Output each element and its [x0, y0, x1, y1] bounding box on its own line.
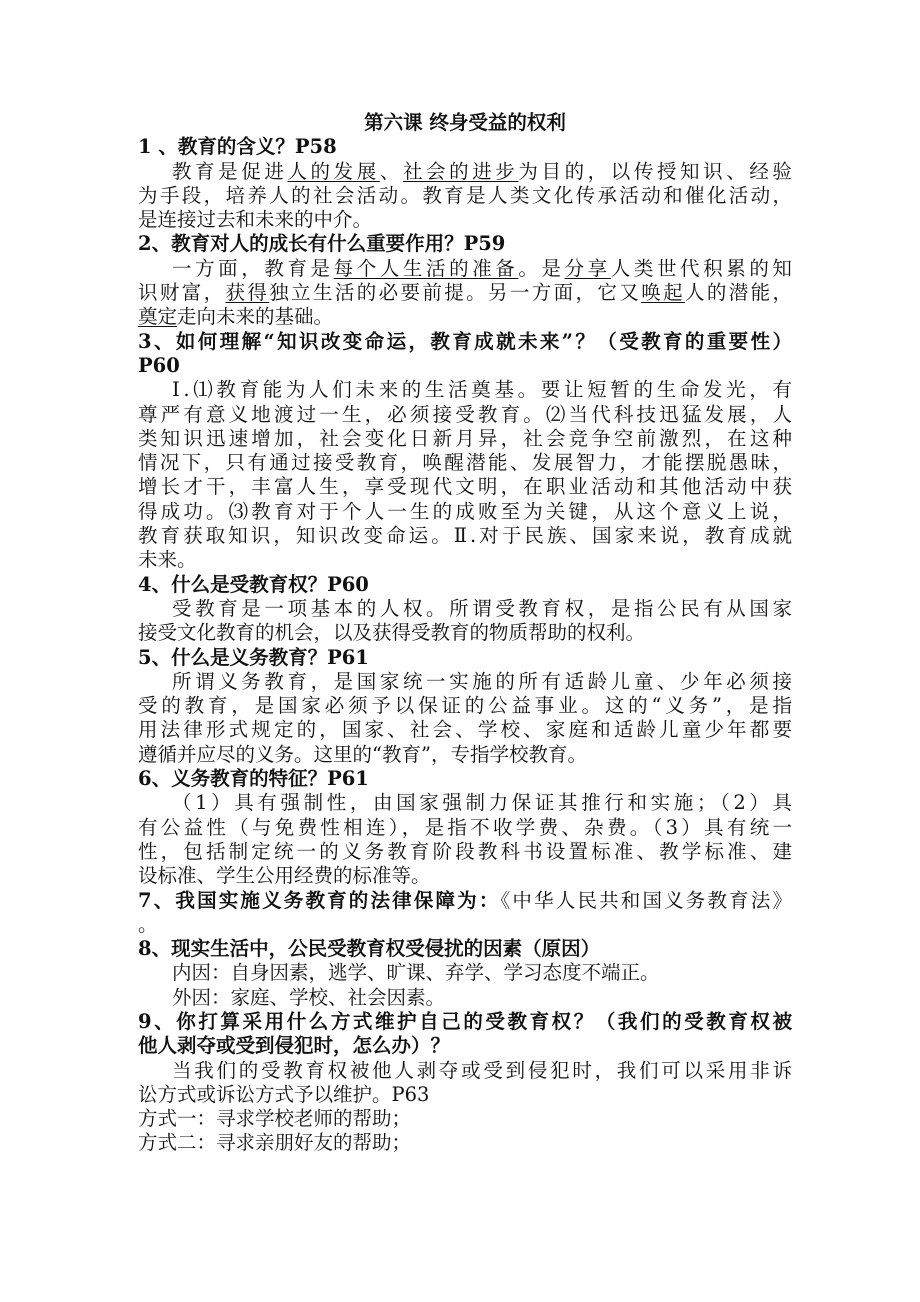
- question-heading-line: [138, 1034, 792, 1058]
- text-line: [138, 816, 792, 840]
- question-heading-line: [138, 889, 792, 913]
- text-segment: 有公益性（与免费性相连），是指不收学费、杂费。（3）具有统一: [138, 815, 792, 839]
- question-heading-line: [138, 1010, 792, 1034]
- text-segment: 设标准、学生公用经费的标准等。: [138, 864, 431, 888]
- underlined-text: 每个人生活的准备: [333, 256, 519, 280]
- text-line: [138, 791, 792, 815]
- text-segment: 2、教育对人的成长有什么重要作用？P59: [138, 232, 506, 256]
- text-line: [138, 840, 792, 864]
- text-line: [138, 500, 792, 524]
- text-segment: 1 、教育的含义？P58: [138, 135, 337, 159]
- text-line: [138, 864, 792, 888]
- underlined-text: 人的发展: [287, 159, 380, 183]
- document-page: [138, 111, 792, 1156]
- text-segment: （1）具有强制性，由国家强制力保证其推行和实施；（2）具: [172, 791, 792, 815]
- question-heading-line: [138, 232, 792, 256]
- text-segment: 。是: [518, 256, 565, 280]
- text-line: [138, 621, 792, 645]
- text-segment: 6、义务教育的特征？P61: [138, 767, 369, 791]
- text-segment: 3、如何理解“知识改变命运，教育成就未来”？（受教育的重要性）: [138, 329, 792, 353]
- text-line: [138, 475, 792, 499]
- question-heading-line: [138, 330, 792, 354]
- text-line: [138, 378, 792, 402]
- text-segment: 8、现实生活中，公民受教育权受侵扰的因素（原因）: [138, 937, 601, 961]
- text-segment: 情况下，只有通过接受教育，唤醒潜能、发展智力，才能摆脱愚昧，: [138, 451, 792, 475]
- text-line: [138, 403, 792, 427]
- text-segment: 增长才干，丰富人生，享受现代文明，在职业活动和其他活动中获: [138, 475, 792, 499]
- question-heading-line: [138, 354, 792, 378]
- text-segment: P60: [138, 353, 180, 377]
- text-line: [138, 548, 792, 572]
- text-line: [138, 718, 792, 742]
- text-segment: 用法律形式规定的，国家、社会、学校、家庭和适龄儿童少年都要: [138, 718, 792, 742]
- law-title: 《中华人民共和国义务教育法》: [500, 888, 792, 912]
- text-segment: 方式一：寻求学校老师的帮助；: [138, 1107, 412, 1131]
- text-segment: 遵循并应尽的义务。这里的“教育”，专指学校教育。: [138, 742, 587, 766]
- text-line: [138, 961, 792, 985]
- text-segment: 4、什么是受教育权？P60: [138, 572, 369, 596]
- text-segment: 性，包括制定统一的义务教育阶段教科书设置标准、教学标准、建: [138, 839, 792, 863]
- text-segment: 教育获取知识，知识改变命运。Ⅱ.对于民族、国家来说，教育成就: [138, 524, 792, 548]
- question-heading-line: [138, 937, 792, 961]
- text-line: [138, 427, 792, 451]
- text-line: [138, 597, 792, 621]
- text-segment: 所谓义务教育，是国家统一实施的所有适龄儿童、少年必须接: [172, 669, 792, 693]
- text-line: [138, 1107, 792, 1131]
- text-line: [138, 913, 792, 937]
- text-line: [138, 1083, 792, 1107]
- text-segment: 方式二：寻求亲朋好友的帮助；: [138, 1131, 412, 1155]
- text-line: [138, 160, 792, 184]
- text-line: [138, 1131, 792, 1155]
- text-segment: 5、什么是义务教育？P61: [138, 645, 369, 669]
- text-segment: 一方面，教育是: [172, 256, 334, 280]
- page-title: [138, 111, 792, 135]
- text-segment: 尊严有意义地渡过一生，必须接受教育。⑵当代科技迅猛发展，人: [138, 402, 792, 426]
- text-segment: 外因：家庭、学校、社会因素。: [172, 985, 446, 1009]
- text-line: [138, 257, 792, 281]
- text-line: [138, 524, 792, 548]
- text-line: [138, 1059, 792, 1083]
- text-segment: 识财富，: [138, 281, 226, 305]
- text-segment: 为手段，培养人的社会活动。教育是人类文化传承活动和催化活动，: [138, 183, 792, 207]
- text-segment: 人的潜能，: [684, 281, 792, 305]
- text-segment: 。: [138, 912, 158, 936]
- text-segment: 、: [379, 159, 403, 183]
- text-line: [138, 694, 792, 718]
- text-segment: 人类世代积累的知: [610, 256, 792, 280]
- text-line: [138, 281, 792, 305]
- text-segment: 教育是促进: [172, 159, 288, 183]
- question-heading-line: [138, 573, 792, 597]
- text-line: [138, 670, 792, 694]
- text-segment: 讼方式或诉讼方式予以维护。P63: [138, 1082, 430, 1106]
- text-segment: 走向未来的基础。: [177, 305, 334, 329]
- text-line: [138, 184, 792, 208]
- text-segment: 独立生活的必要前提。另一方面，它又: [269, 281, 642, 305]
- text-segment: 受教育是一项基本的人权。所谓受教育权，是指公民有从国家: [172, 596, 792, 620]
- question-heading-line: [138, 767, 792, 791]
- text-segment: 9、你打算采用什么方式维护自己的受教育权？（我们的受教育权被: [138, 1009, 792, 1033]
- underlined-text: 分享: [564, 256, 611, 280]
- underlined-text: 唤起: [641, 281, 685, 305]
- text-segment: 7、我国实施义务教育的法律保障为：: [138, 888, 501, 912]
- text-line: [138, 451, 792, 475]
- underlined-text: 获得: [225, 281, 270, 305]
- text-segment: 得成功。⑶教育对于个人一生的成败至为关键，从这个意义上说，: [138, 499, 792, 523]
- text-line: [138, 208, 792, 232]
- text-segment: 为目的，以传授知识、经验: [518, 159, 792, 183]
- text-segment: Ⅰ.⑴教育能为人们未来的生活奠基。要让短暂的生命发光，有: [172, 378, 792, 402]
- text-line: [138, 986, 792, 1010]
- text-line: [138, 743, 792, 767]
- text-segment: 当我们的受教育权被他人剥夺或受到侵犯时，我们可以采用非诉: [172, 1058, 792, 1082]
- text-line: [138, 305, 792, 329]
- text-segment: 接受文化教育的机会，以及获得受教育的物质帮助的权利。: [138, 621, 646, 645]
- text-segment: 内因：自身因素，逃学、旷课、弃学、学习态度不端正。: [172, 961, 660, 985]
- text-segment: 受的教育，是国家必须予以保证的公益事业。这的“义务”，是指: [138, 694, 792, 718]
- text-segment: 未来。: [138, 548, 197, 572]
- text-segment: 第六课 终身受益的权利: [364, 111, 566, 134]
- question-heading-line: [138, 135, 792, 159]
- underlined-text: 奠定: [138, 305, 178, 329]
- text-segment: 是连接过去和未来的中介。: [138, 208, 373, 232]
- text-segment: 他人剥夺或受到侵犯时，怎么办）？: [138, 1034, 451, 1058]
- underlined-text: 社会的进步: [402, 159, 519, 183]
- text-segment: 类知识迅速增加，社会变化日新月异，社会竞争空前激烈，在这种: [138, 426, 792, 450]
- question-heading-line: [138, 646, 792, 670]
